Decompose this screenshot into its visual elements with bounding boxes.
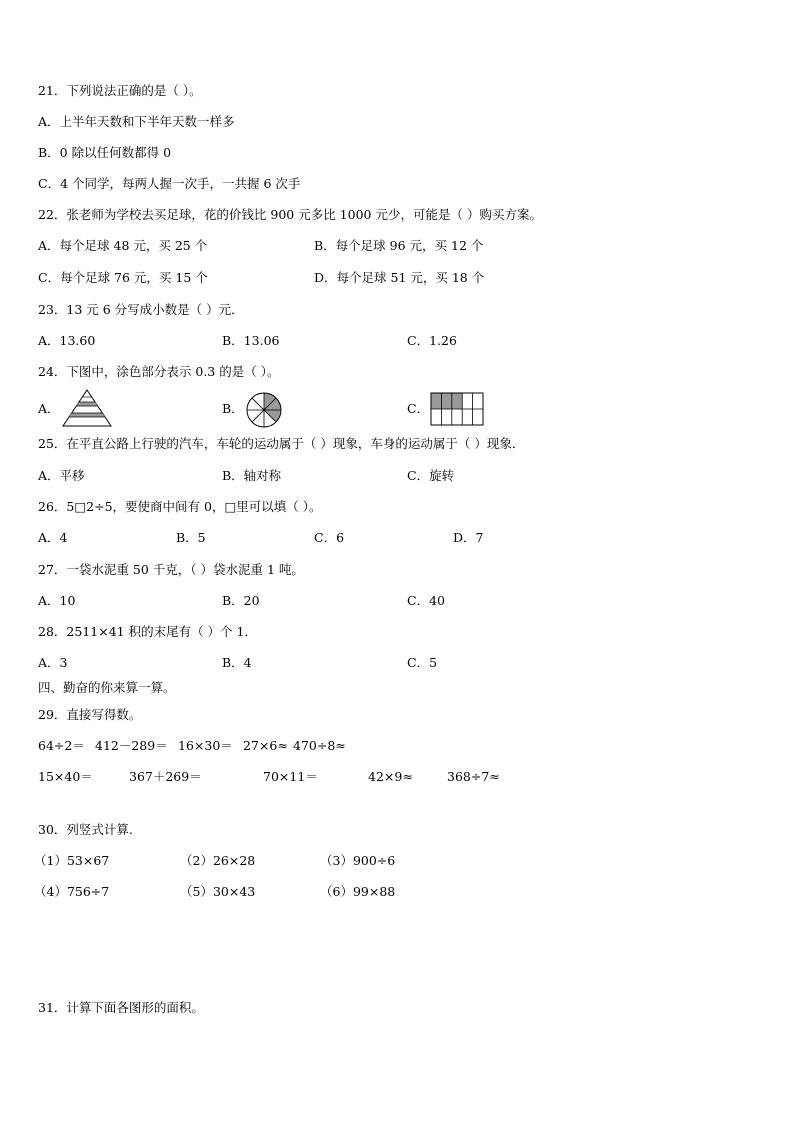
q27-option-a: A．10 [38, 593, 76, 608]
q21-option-a: A．上半年天数和下半年天数一样多 [38, 114, 235, 129]
q27-option-b: B．20 [222, 593, 260, 608]
shaded-grid-figure [430, 392, 484, 426]
q24-option-a: A． [38, 401, 60, 416]
q31-stem: 31．计算下面各图形的面积。 [38, 1000, 204, 1015]
q27-option-c: C．40 [407, 593, 445, 608]
q30-item: （5）30×43 [180, 884, 256, 899]
q22-option-d: D．每个足球 51 元，买 18 个 [314, 270, 485, 285]
q30-item: （4）756÷7 [34, 884, 110, 899]
q26-option-c: C．6 [314, 530, 345, 545]
q28-option-a: A．3 [38, 655, 68, 670]
q22-option-c: C．每个足球 76 元，买 15 个 [38, 270, 208, 285]
q29-expr: 70×11＝ [263, 769, 318, 784]
q26-option-a: A．4 [38, 530, 68, 545]
q23-option-b: B．13.06 [222, 333, 280, 348]
q25-option-b: B．轴对称 [222, 468, 282, 483]
q21-option-c: C．4 个同学，每两人握一次手，一共握 6 次手 [38, 176, 301, 191]
q23-stem: 23．13 元 6 分写成小数是（ ）元． [38, 302, 244, 317]
q28-option-b: B．4 [222, 655, 252, 670]
q26-stem: 26．5□2÷5，要使商中间有 0，□里可以填（ ）。 [38, 499, 322, 514]
q24-stem: 24．下图中，涂色部分表示 0.3 的是（ ）。 [38, 364, 280, 379]
q26-option-b: B．5 [176, 530, 206, 545]
q21-stem: 21．下列说法正确的是（ ）。 [38, 83, 202, 98]
q23-option-a: A．13.60 [38, 333, 96, 348]
q27-stem: 27．一袋水泥重 50 千克，（ ）袋水泥重 1 吨。 [38, 562, 304, 577]
q29-expr: 412－289＝ [95, 738, 168, 753]
q29-expr: 64÷2＝ [38, 738, 85, 753]
q29-expr: 16×30＝ [178, 738, 233, 753]
q22-option-b: B．每个足球 96 元，买 12 个 [314, 238, 484, 253]
q25-stem: 25．在平直公路上行驶的汽车，车轮的运动属于（ ）现象，车身的运动属于（ ）现象． [38, 436, 525, 451]
section-heading: 四、勤奋的你来算一算。 [38, 680, 176, 695]
q29-expr: 470÷8≈ [293, 738, 346, 753]
q26-option-d: D．7 [453, 530, 484, 545]
q23-option-c: C．1.26 [407, 333, 457, 348]
q29-expr: 368÷7≈ [447, 769, 500, 784]
q30-item: （6）99×88 [320, 884, 396, 899]
q21-option-b: B．0 除以任何数都得 0 [38, 145, 172, 160]
q22-stem: 22．张老师为学校去买足球，花的价钱比 900 元多比 1000 元少，可能是（ ）购买方案。 [38, 207, 542, 222]
q28-option-c: C．5 [407, 655, 438, 670]
q22-option-a: A．每个足球 48 元，买 25 个 [38, 238, 208, 253]
q30-item: （1）53×67 [34, 853, 110, 868]
q30-stem: 30．列竖式计算. [38, 822, 133, 837]
q29-expr: 15×40＝ [38, 769, 93, 784]
q29-expr: 367＋269＝ [129, 769, 202, 784]
q24-option-c: C． [407, 401, 430, 416]
shaded-circle-figure [245, 391, 283, 429]
striped-triangle-figure [61, 388, 113, 428]
q25-option-a: A．平移 [38, 468, 85, 483]
q24-option-b: B． [222, 401, 244, 416]
q30-item: （3）900÷6 [320, 853, 396, 868]
q29-stem: 29．直接写得数。 [38, 707, 142, 722]
q29-expr: 42×9≈ [368, 769, 413, 784]
q30-item: （2）26×28 [180, 853, 256, 868]
q28-stem: 28．2511×41 积的末尾有（ ）个 1． [38, 624, 257, 639]
q29-expr: 27×6≈ [243, 738, 288, 753]
q25-option-c: C．旋转 [407, 468, 455, 483]
